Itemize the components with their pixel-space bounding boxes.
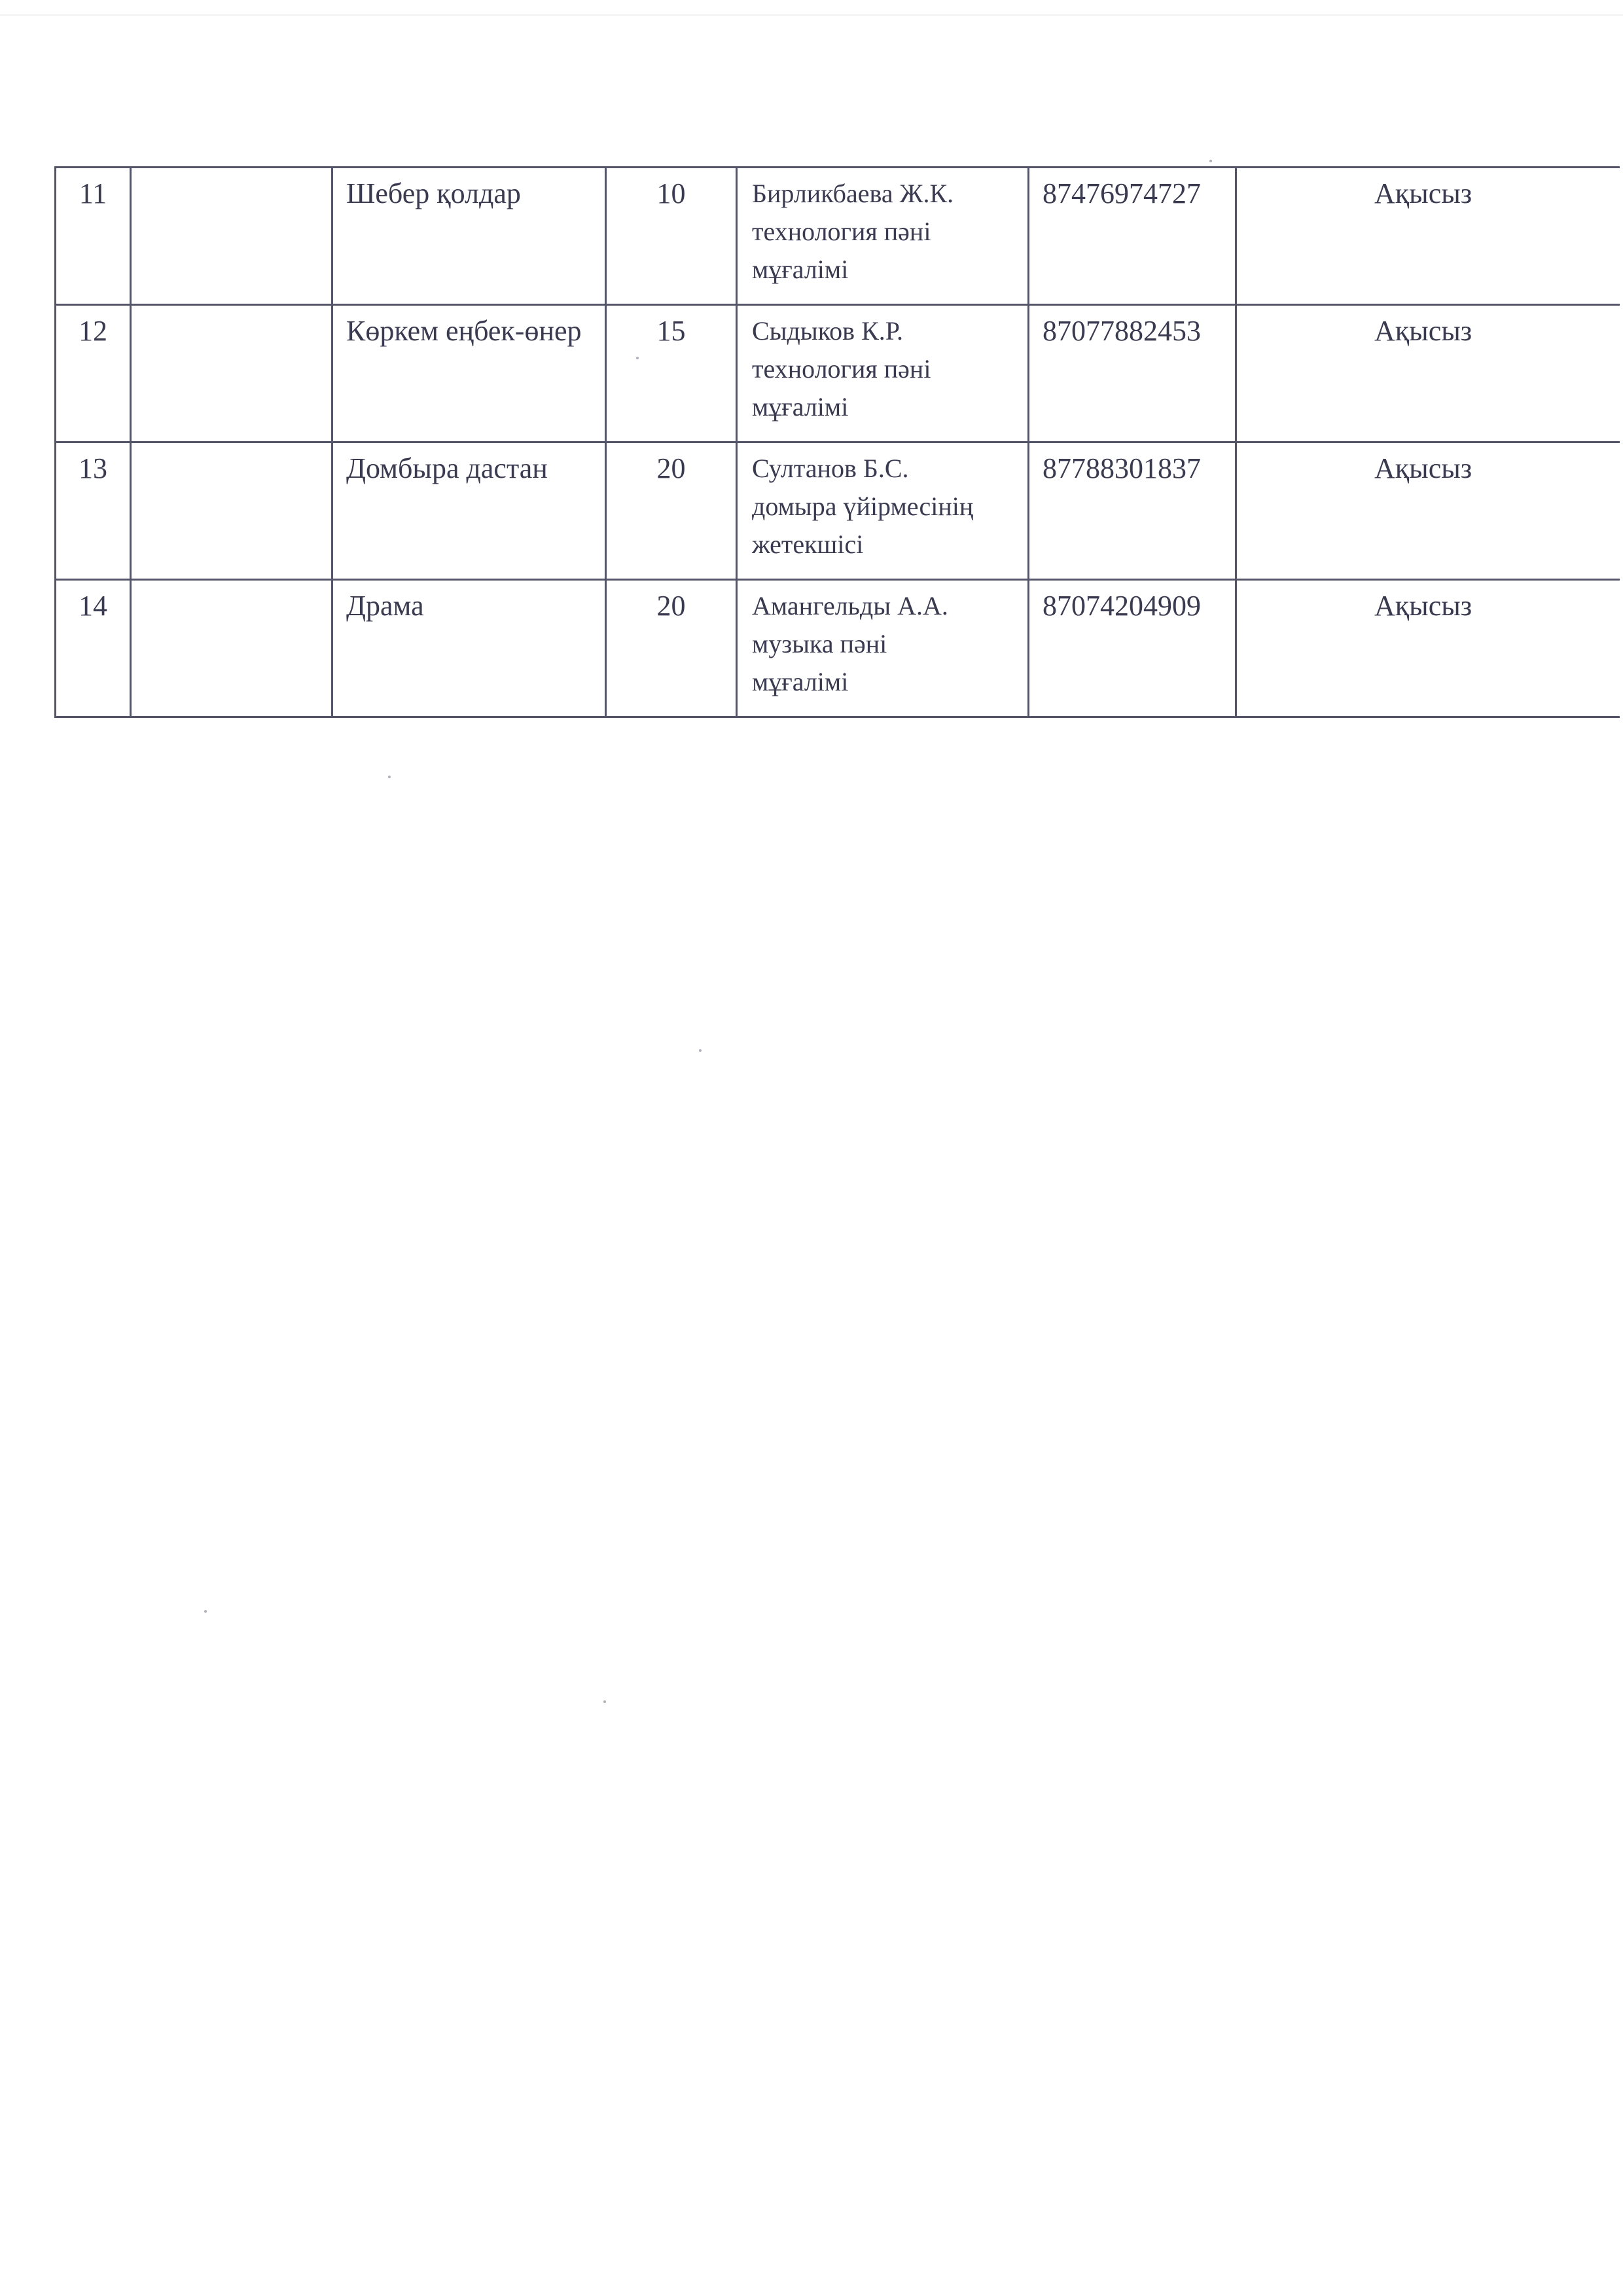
club-name-cell: Көркем еңбек-өнер [332,305,606,442]
teacher-role: технология пәні [752,217,931,246]
teacher-role: домыра үйірмесінің [752,492,974,521]
fee-cell: Ақысыз [1236,305,1620,442]
club-name-cell: Шебер қолдар [332,168,606,305]
row-number-cell: 12 [56,305,131,442]
teacher-cell [737,305,1029,442]
phone-cell: 87074204909 [1029,580,1236,717]
teacher-role: музыка пәні [752,629,887,658]
phone-cell: 87788301837 [1029,442,1236,580]
scan-edge [0,14,1623,16]
row-number-cell: 11 [56,168,131,305]
table-row [56,305,1620,442]
participant-count-cell: 20 [606,580,737,717]
fee-cell: Ақысыз [1236,580,1620,717]
teacher-cell [737,580,1029,717]
scan-speck [204,1610,207,1613]
table-row [56,168,1620,305]
teacher-role-cont: мұғалімі [752,255,849,284]
club-name-cell: Драма [332,580,606,717]
participant-count-cell: 10 [606,168,737,305]
scan-speck [1209,160,1212,162]
blank-cell [131,168,332,305]
blank-cell [131,305,332,442]
table-row [56,580,1620,717]
teacher-role-cont: мұғалімі [752,392,849,422]
blank-cell [131,442,332,580]
teacher-role-cont: жетекшісі [752,529,864,559]
participant-count-cell: 15 [606,305,737,442]
teacher-name: Амангельды А.А. [752,591,948,620]
scan-speck [636,357,639,359]
teacher-role-cont: мұғалімі [752,667,849,696]
clubs-table [54,166,1620,718]
blank-cell [131,580,332,717]
row-number-cell: 14 [56,580,131,717]
fee-cell: Ақысыз [1236,168,1620,305]
participant-count-cell: 20 [606,442,737,580]
teacher-cell [737,442,1029,580]
phone-cell: 87476974727 [1029,168,1236,305]
teacher-name: Бирликбаева Ж.К. [752,179,954,208]
phone-cell: 87077882453 [1029,305,1236,442]
scan-speck [603,1700,606,1703]
fee-cell: Ақысыз [1236,442,1620,580]
teacher-cell [737,168,1029,305]
teacher-name: Сыдыков К.Р. [752,316,903,346]
club-name-cell: Домбыра дастан [332,442,606,580]
teacher-name: Султанов Б.С. [752,454,909,483]
teacher-role: технология пәні [752,354,931,384]
scan-speck [699,1049,702,1052]
table-row [56,442,1620,580]
scan-speck [388,776,391,778]
row-number-cell: 13 [56,442,131,580]
